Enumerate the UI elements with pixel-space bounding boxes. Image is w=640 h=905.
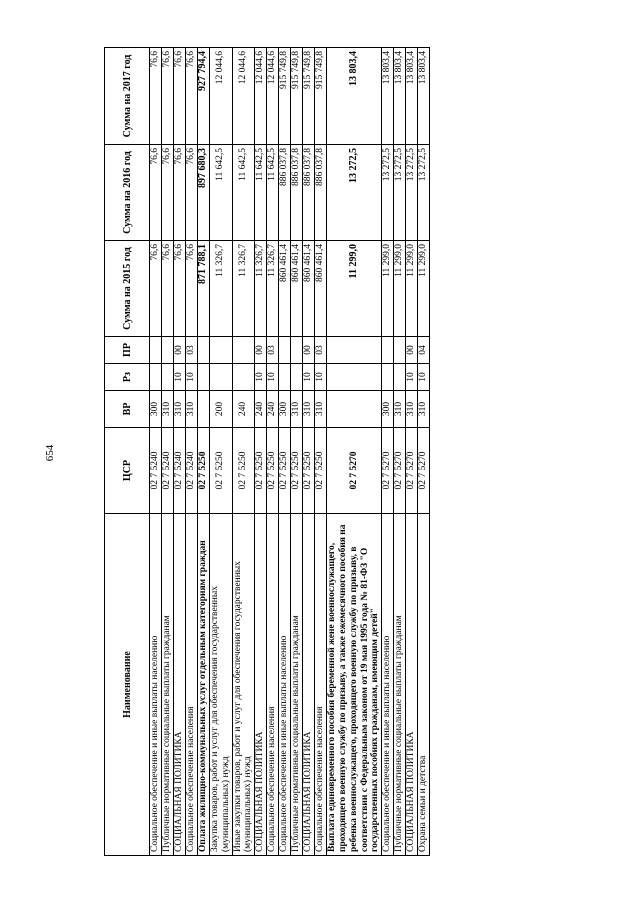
cell-sum-2017: 915 749,8 [315,48,327,145]
cell-csr: 02 7 5250 [315,428,327,514]
header-sum-2017: Сумма на 2017 год [105,48,150,145]
cell-csr: 02 7 5270 [406,428,418,514]
table-row [255,48,267,856]
header-sum-2015: Сумма на 2015 год [105,241,150,337]
cell-name: Социальное обеспечение и иные выплаты населению [150,514,162,856]
cell-vr: 200 [210,391,233,428]
cell-pr: 00 [174,337,186,364]
cell-csr: 02 7 5270 [394,428,406,514]
cell-sum-2015: 860 461,4 [315,241,327,337]
cell-name: Социальное обеспечение и иные выплаты населению [279,514,291,856]
cell-rz: 10 [303,364,315,391]
cell-sum-2015: 860 461,4 [279,241,291,337]
cell-vr: 300 [279,391,291,428]
cell-sum-2015: 11 299,0 [327,241,382,337]
cell-csr: 02 7 5270 [327,428,382,514]
cell-csr: 02 7 5240 [162,428,174,514]
cell-sum-2016: 13 272,5 [394,145,406,241]
cell-name: СОЦИАЛЬНАЯ ПОЛИТИКА [406,514,418,856]
table-header [105,48,150,856]
cell-vr: 240 [255,391,267,428]
cell-sum-2016: 13 272,5 [327,145,382,241]
cell-csr: 02 7 5270 [382,428,394,514]
header-pr: ПР [105,337,150,364]
cell-sum-2015: 860 461,4 [303,241,315,337]
table-row [150,48,162,856]
cell-sum-2015: 76,6 [186,241,198,337]
cell-rz [198,364,210,391]
cell-rz [382,364,394,391]
table-row [418,48,430,856]
cell-sum-2017: 927 794,4 [198,48,210,145]
cell-sum-2016: 13 272,5 [418,145,430,241]
cell-sum-2016: 886 037,8 [315,145,327,241]
cell-sum-2015: 11 326,7 [267,241,279,337]
cell-sum-2017: 13 803,4 [394,48,406,145]
cell-vr: 240 [232,391,255,428]
table-row [279,48,291,856]
cell-name: Социальное обеспечение населения [315,514,327,856]
table-row [198,48,210,856]
cell-pr [232,337,255,364]
cell-rz [232,364,255,391]
cell-name: Публичные нормативные социальные выплаты гражданам [394,514,406,856]
cell-sum-2017: 12 044,6 [255,48,267,145]
cell-sum-2015: 11 326,7 [232,241,255,337]
cell-pr [150,337,162,364]
cell-vr: 300 [150,391,162,428]
cell-rz [291,364,303,391]
table-row [210,48,233,856]
cell-sum-2016: 11 642,5 [255,145,267,241]
cell-sum-2015: 76,6 [150,241,162,337]
cell-pr: 03 [267,337,279,364]
cell-sum-2016: 13 272,5 [406,145,418,241]
cell-sum-2015: 11 299,0 [394,241,406,337]
cell-sum-2016: 11 642,5 [232,145,255,241]
page-number: 654 [44,444,56,462]
cell-sum-2015: 11 299,0 [382,241,394,337]
cell-vr: 310 [418,391,430,428]
cell-csr: 02 7 5250 [303,428,315,514]
cell-pr: 00 [303,337,315,364]
cell-rz [394,364,406,391]
cell-vr: 310 [174,391,186,428]
table-row [162,48,174,856]
table-row [186,48,198,856]
cell-pr: 00 [255,337,267,364]
cell-csr: 02 7 5240 [186,428,198,514]
table-row [327,48,382,856]
cell-name: Выплата единовременного пособия беременной жене военнослужащего, проходящего военную службу по призыву, а также ежемесячного пособия на ребенка военнослужащего, проходящего военную службу по призыву, в соответствии с Федеральным законом от 19 мая 1995 года № 81-ФЗ "О государственных пособиях гражданам, имеющим детей" [327,514,382,856]
cell-name: СОЦИАЛЬНАЯ ПОЛИТИКА [255,514,267,856]
cell-rz: 10 [174,364,186,391]
header-rz: Рз [105,364,150,391]
cell-rz: 10 [406,364,418,391]
cell-sum-2017: 915 749,8 [279,48,291,145]
cell-vr: 310 [394,391,406,428]
cell-vr: 240 [267,391,279,428]
cell-name: Социальное обеспечение и иные выплаты населению [382,514,394,856]
cell-sum-2015: 11 299,0 [418,241,430,337]
cell-rz: 10 [267,364,279,391]
cell-vr: 310 [303,391,315,428]
cell-sum-2015: 871 788,1 [198,241,210,337]
cell-sum-2017: 12 044,6 [267,48,279,145]
table-row [406,48,418,856]
cell-name: Социальное обеспечение населения [267,514,279,856]
cell-vr [327,391,382,428]
cell-vr: 310 [315,391,327,428]
cell-csr: 02 7 5250 [267,428,279,514]
cell-sum-2016: 886 037,8 [291,145,303,241]
cell-sum-2017: 12 044,6 [210,48,233,145]
cell-pr [210,337,233,364]
cell-rz: 10 [418,364,430,391]
cell-pr: 00 [406,337,418,364]
cell-rz [162,364,174,391]
table-row [291,48,303,856]
cell-sum-2016: 11 642,5 [210,145,233,241]
cell-name: Иные закупки товаров, работ и услуг для обеспечения государственных (муниципальных) нужд [232,514,255,856]
cell-pr [198,337,210,364]
cell-csr: 02 7 5250 [198,428,210,514]
cell-sum-2016: 76,6 [174,145,186,241]
cell-vr: 310 [186,391,198,428]
cell-sum-2017: 13 803,4 [406,48,418,145]
rotated-table-wrapper [104,48,430,856]
cell-rz: 10 [315,364,327,391]
cell-vr: 310 [162,391,174,428]
cell-csr: 02 7 5250 [232,428,255,514]
cell-sum-2015: 76,6 [174,241,186,337]
cell-sum-2016: 897 680,3 [198,145,210,241]
cell-vr: 310 [406,391,418,428]
cell-sum-2017: 12 044,6 [232,48,255,145]
cell-sum-2016: 76,6 [186,145,198,241]
cell-pr [327,337,382,364]
cell-sum-2016: 76,6 [150,145,162,241]
header-sum-2016: Сумма на 2016 год [105,145,150,241]
cell-pr: 03 [315,337,327,364]
cell-sum-2015: 11 326,7 [255,241,267,337]
cell-rz: 10 [186,364,198,391]
cell-name: Публичные нормативные социальные выплаты гражданам [162,514,174,856]
cell-sum-2017: 76,6 [150,48,162,145]
cell-sum-2015: 11 326,7 [210,241,233,337]
cell-csr: 02 7 5250 [255,428,267,514]
cell-csr: 02 7 5240 [150,428,162,514]
cell-sum-2015: 860 461,4 [291,241,303,337]
table-row [394,48,406,856]
cell-name: Публичные нормативные социальные выплаты гражданам [291,514,303,856]
cell-pr: 04 [418,337,430,364]
cell-sum-2016: 13 272,5 [382,145,394,241]
cell-sum-2017: 13 803,4 [382,48,394,145]
cell-sum-2016: 886 037,8 [279,145,291,241]
cell-rz: 10 [255,364,267,391]
cell-vr: 310 [291,391,303,428]
cell-vr [198,391,210,428]
cell-csr: 02 7 5250 [279,428,291,514]
cell-rz [279,364,291,391]
cell-pr [291,337,303,364]
cell-sum-2017: 76,6 [186,48,198,145]
cell-sum-2016: 76,6 [162,145,174,241]
cell-name: Охрана семьи и детства [418,514,430,856]
cell-rz [327,364,382,391]
cell-vr: 300 [382,391,394,428]
cell-csr: 02 7 5250 [210,428,233,514]
cell-sum-2016: 11 642,5 [267,145,279,241]
header-name: Наименование [105,514,150,856]
cell-sum-2017: 915 749,8 [291,48,303,145]
table-row [267,48,279,856]
cell-sum-2017: 915 749,8 [303,48,315,145]
cell-name: СОЦИАЛЬНАЯ ПОЛИТИКА [174,514,186,856]
cell-sum-2015: 11 299,0 [406,241,418,337]
cell-sum-2017: 76,6 [174,48,186,145]
table-row [315,48,327,856]
header-vr: ВР [105,391,150,428]
header-csr: ЦСР [105,428,150,514]
budget-table [104,47,430,856]
cell-name: Закупка товаров, работ и услуг для обеспечения государственных (муниципальных) нужд [210,514,233,856]
cell-pr [162,337,174,364]
table-body [150,48,430,856]
cell-pr: 03 [186,337,198,364]
table-row [303,48,315,856]
cell-rz [150,364,162,391]
cell-sum-2017: 13 803,4 [327,48,382,145]
table-row [174,48,186,856]
cell-csr: 02 7 5240 [174,428,186,514]
cell-name: Социальное обеспечение населения [186,514,198,856]
cell-sum-2016: 886 037,8 [303,145,315,241]
cell-pr [279,337,291,364]
cell-sum-2015: 76,6 [162,241,174,337]
cell-csr: 02 7 5250 [291,428,303,514]
cell-pr [382,337,394,364]
cell-rz [210,364,233,391]
cell-sum-2017: 13 803,4 [418,48,430,145]
header-row [105,48,150,856]
cell-csr: 02 7 5270 [418,428,430,514]
table-row [232,48,255,856]
cell-name: Оплата жилищно-коммунальных услуг отдельным категориям граждан [198,514,210,856]
cell-name: СОЦИАЛЬНАЯ ПОЛИТИКА [303,514,315,856]
cell-sum-2017: 76,6 [162,48,174,145]
cell-pr [394,337,406,364]
table-row [382,48,394,856]
